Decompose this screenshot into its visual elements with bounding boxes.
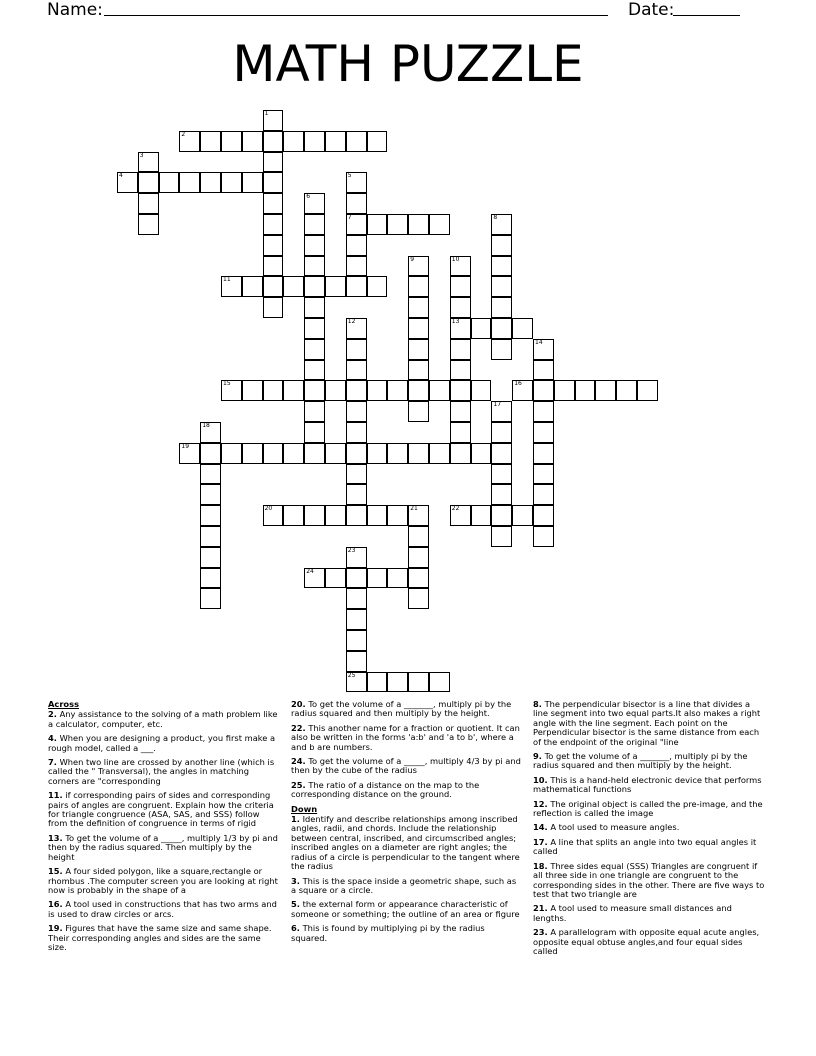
grid-cell[interactable] [533,360,554,381]
grid-cell[interactable] [346,131,367,152]
clue-text: A tool used to measure angles. [547,822,680,833]
grid-cell[interactable] [263,276,284,297]
grid-cell[interactable] [346,235,367,256]
clue-number: 7. [48,757,57,768]
grid-cell[interactable] [304,318,325,339]
grid-cell[interactable] [304,214,325,235]
clue-item [48,867,280,895]
clue-number: 9 [410,255,415,263]
grid-cell[interactable] [346,588,367,609]
clue-number: 2. [48,709,57,720]
grid-cell[interactable] [304,505,325,526]
grid-cell[interactable] [533,464,554,485]
grid-cell[interactable] [491,526,512,547]
grid-cell[interactable] [138,152,159,173]
clue-text: To get the volume of a _____, multiply 4/3 by pi and then by the cube of the radius [291,756,521,776]
grid-cell[interactable] [408,672,429,693]
clue-number: 21. [533,903,548,914]
clue-number: 1. [291,814,300,825]
clue-number: 18. [533,860,548,871]
grid-cell[interactable] [408,401,429,422]
clue-text: The ratio of a distance on the map to the corresponding distance on the ground. [291,779,480,800]
grid-cell[interactable] [367,131,388,152]
grid-cell[interactable] [263,256,284,277]
grid-cell[interactable] [491,339,512,360]
grid-cell[interactable] [304,297,325,318]
grid-cell[interactable] [346,276,367,297]
clues-column-3 [533,700,767,961]
grid-cell[interactable] [533,401,554,422]
grid-cell[interactable] [304,401,325,422]
grid-cell[interactable] [346,505,367,526]
grid-cell[interactable] [200,568,221,589]
clue-item [291,815,523,871]
clue-number: 1 [264,110,269,117]
clue-text: Three sides equal (SSS) Triangles are congruent if all three side in one triangle are congruent to the corresponding sides in the other. There are five ways to test that two triangle are [533,860,765,899]
grid-cell[interactable] [242,443,263,464]
grid-cell[interactable] [408,526,429,547]
grid-cell[interactable] [304,235,325,256]
grid-cell[interactable] [138,193,159,214]
clue-number: 13. [48,832,63,843]
grid-cell[interactable] [387,672,408,693]
grid-cell[interactable] [408,380,429,401]
grid-cell[interactable] [325,568,346,589]
clue-text: When you are designing a product, you first make a rough model, called a ___. [48,733,276,753]
grid-cell[interactable] [512,505,533,526]
clue-text: This is the space inside a geometric shape, such as a square or a circle. [291,875,517,895]
grid-cell[interactable] [408,214,429,235]
grid-cell[interactable] [471,505,492,526]
grid-cell[interactable] [450,276,471,297]
grid-cell[interactable] [263,380,284,401]
clue-number: 11. [48,790,63,801]
grid-cell[interactable] [387,443,408,464]
grid-cell[interactable] [471,318,492,339]
grid-cell[interactable] [387,505,408,526]
grid-cell[interactable] [367,672,388,693]
clue-item [48,734,280,753]
clue-number: 25 [347,671,356,679]
grid-cell[interactable] [221,276,242,297]
grid-cell[interactable] [346,318,367,339]
grid-cell[interactable] [450,297,471,318]
grid-cell[interactable] [304,339,325,360]
grid-cell[interactable] [429,380,450,401]
clues-column-1 [48,700,280,957]
clue-number: 22. [291,722,306,733]
grid-cell[interactable] [263,193,284,214]
clue-number: 5. [291,899,300,910]
grid-cell[interactable] [367,380,388,401]
grid-cell[interactable] [533,526,554,547]
grid-cell[interactable] [533,422,554,443]
grid-cell[interactable] [450,339,471,360]
clue-number: 10. [533,774,548,785]
clue-item [291,700,523,719]
clue-number: 2 [181,130,186,138]
clue-item [48,710,280,729]
grid-cell[interactable] [408,318,429,339]
clue-item [48,900,280,919]
clue-text: When two line are crossed by another line (which is called the " Transversal), the angles in matching corners are "corresponding [48,757,275,786]
clue-number: 11 [223,276,231,284]
grid-cell[interactable] [159,172,180,193]
grid-cell[interactable] [200,526,221,547]
grid-cell[interactable] [346,547,367,568]
grid-cell[interactable] [346,256,367,277]
grid-cell[interactable] [637,380,658,401]
grid-cell[interactable] [450,422,471,443]
clue-number: 17 [493,401,502,409]
grid-cell[interactable] [200,464,221,485]
clue-number: 4 [119,172,123,180]
grid-cell[interactable] [138,172,159,193]
grid-cell[interactable] [200,443,221,464]
grid-cell[interactable] [346,380,367,401]
grid-cell[interactable] [346,484,367,505]
clue-number: 8. [533,699,542,709]
clue-number: 23 [347,546,356,554]
grid-cell[interactable] [138,214,159,235]
grid-cell[interactable] [533,505,554,526]
clue-number: 12. [533,798,548,809]
clue-number: 20 [264,505,273,513]
clue-item [291,924,523,943]
clue-text: if corresponding pairs of sides and corresponding pairs of angles are congruent. Explain how the criteria for triangle congruence (ASA, SAS, and SSS) follow from the definition of congruence in terms of rigid [48,790,274,829]
grid-cell[interactable] [408,276,429,297]
across-heading: Across [48,699,80,709]
clue-number: 14. [533,822,548,833]
grid-cell[interactable] [387,380,408,401]
grid-cell[interactable] [450,505,471,526]
clue-text: A tool used in constructions that has two arms and is used to draw circles or arcs. [48,899,277,919]
grid-cell[interactable] [408,547,429,568]
clue-number: 8 [493,214,498,221]
grid-cell[interactable] [283,380,304,401]
clue-number: 4. [48,733,57,744]
grid-cell[interactable] [304,276,325,297]
grid-cell[interactable] [346,464,367,485]
grid-cell[interactable] [575,380,596,401]
clue-number: 10 [451,255,460,263]
clue-number: 3. [291,875,300,886]
grid-cell[interactable] [408,505,429,526]
grid-cell[interactable] [491,235,512,256]
name-label: Name: [47,0,103,20]
clue-item [48,791,280,829]
grid-cell[interactable] [304,360,325,381]
grid-cell[interactable] [117,172,138,193]
clue-item [291,900,523,919]
grid-cell[interactable] [221,443,242,464]
grid-cell[interactable] [200,484,221,505]
clue-text: A four sided polygon, like a square,rectangle or rhombus .The computer screen you are looking at right now is probably in the shape of a [48,866,278,895]
clue-number: 16 [514,380,522,388]
grid-cell[interactable] [491,464,512,485]
clue-text: This is a hand-held electronic device that performs mathematical functions [533,774,762,795]
grid-cell[interactable] [429,672,450,693]
grid-cell[interactable] [346,172,367,193]
grid-cell[interactable] [304,568,325,589]
clue-text: The original object is called the pre-image, and the reflection is called the image [533,798,763,819]
clue-text: This another name for a fraction or quotient. It can also be written in the forms 'a:b' and 'a to b', where a and b are numbers. [291,722,520,752]
grid-cell[interactable] [408,443,429,464]
grid-cell[interactable] [491,401,512,422]
grid-cell[interactable] [304,256,325,277]
grid-cell[interactable] [325,380,346,401]
grid-cell[interactable] [304,443,325,464]
grid-cell[interactable] [554,380,575,401]
clue-number: 12 [347,318,356,325]
clue-item [533,904,767,923]
grid-cell[interactable] [450,256,471,277]
grid-cell[interactable] [304,380,325,401]
grid-cell[interactable] [450,443,471,464]
clue-number: 21 [410,505,418,513]
grid-cell[interactable] [491,297,512,318]
grid-cell[interactable] [387,568,408,589]
clue-item [291,877,523,896]
clue-number: 14 [535,338,543,346]
clue-number: 23. [533,927,548,938]
grid-cell[interactable] [283,443,304,464]
clue-item [48,758,280,786]
grid-cell[interactable] [450,360,471,381]
grid-cell[interactable] [491,276,512,297]
clue-item [48,834,280,862]
clue-text: To get the volume of a _______, multiply pi by the radius squared and then multiply by the height. [291,699,512,719]
grid-cell[interactable] [242,276,263,297]
down-heading: Down [291,803,318,814]
grid-cell[interactable] [346,609,367,630]
grid-cell[interactable] [471,380,492,401]
clue-number: 19 [181,442,190,450]
grid-cell[interactable] [179,172,200,193]
grid-cell[interactable] [283,276,304,297]
clue-item [291,757,523,776]
grid-cell[interactable] [595,380,616,401]
clue-text: This is found by multiplying pi by the radius squared. [291,923,485,943]
grid-cell[interactable] [200,588,221,609]
clue-number: 17. [533,836,548,847]
clue-item [533,700,767,747]
clue-item [533,800,767,819]
grid-cell[interactable] [429,443,450,464]
grid-cell[interactable] [491,256,512,277]
grid-cell[interactable] [346,193,367,214]
grid-cell[interactable] [200,422,221,443]
grid-cell[interactable] [408,360,429,381]
grid-cell[interactable] [325,131,346,152]
grid-cell[interactable] [242,380,263,401]
grid-cell[interactable] [491,318,512,339]
grid-cell[interactable] [533,484,554,505]
clue-item [533,928,767,956]
grid-cell[interactable] [408,297,429,318]
grid-cell[interactable] [346,443,367,464]
grid-cell[interactable] [325,505,346,526]
clue-text: A tool used to measure small distances and lengths. [533,903,732,923]
clue-item [533,823,767,832]
grid-cell[interactable] [221,380,242,401]
clue-item [533,776,767,795]
clue-text: Figures that have the same size and same shape. Their corresponding angles and sides are the same size. [48,923,272,952]
clue-number: 16. [48,899,63,910]
grid-cell[interactable] [263,443,284,464]
grid-cell[interactable] [346,568,367,589]
clue-number: 19. [48,923,63,934]
grid-cell[interactable] [263,131,284,152]
grid-cell[interactable] [346,360,367,381]
grid-cell[interactable] [533,339,554,360]
clue-number: 6 [306,193,311,201]
grid-cell[interactable] [346,214,367,235]
grid-cell[interactable] [450,380,471,401]
grid-cell[interactable] [491,214,512,235]
grid-cell[interactable] [346,422,367,443]
clue-number: 24. [291,756,306,767]
grid-cell[interactable] [325,443,346,464]
grid-cell[interactable] [367,568,388,589]
grid-cell[interactable] [533,380,554,401]
clue-item [48,924,280,952]
clue-number: 7 [347,214,352,221]
clue-number: 20. [291,699,306,709]
grid-cell[interactable] [242,131,263,152]
grid-cell[interactable] [491,484,512,505]
grid-cell[interactable] [200,547,221,568]
clue-text: the external form or appearance characteristic of someone or something; the outline of an area or figure [291,899,520,919]
clue-text: To get the volume of a _______, multiply pi by the radius squared and then multiply by the height. [533,751,748,771]
clue-number: 13 [451,318,460,325]
grid-cell[interactable] [450,318,471,339]
grid-cell[interactable] [200,172,221,193]
clue-number: 25. [291,779,306,790]
clue-text: To get the volume of a _____, multiply 1/3 by pi and then by the radius squared. Then multiply by the height [48,832,278,862]
date-label: Date: [628,0,675,20]
grid-cell[interactable] [346,651,367,672]
grid-cell[interactable] [346,630,367,651]
grid-cell[interactable] [408,339,429,360]
grid-cell[interactable] [263,110,284,131]
clue-item [291,781,523,800]
grid-cell[interactable] [512,380,533,401]
clue-number: 3 [139,151,144,159]
grid-cell[interactable] [367,214,388,235]
clue-number: 5 [347,172,352,180]
grid-cell[interactable] [367,276,388,297]
grid-cell[interactable] [221,172,242,193]
grid-cell[interactable] [179,131,200,152]
clue-text: Identify and describe relationships among inscribed angles, radii, and chords. Include the relationship between central, inscribed, and circumscribed angles; inscribed angles on a diameter are right angles; the radius of a circle is perpendicular to the tangent where the radius [291,814,520,872]
grid-cell[interactable] [283,131,304,152]
grid-cell[interactable] [471,443,492,464]
grid-cell[interactable] [263,505,284,526]
grid-cell[interactable] [512,318,533,339]
grid-cell[interactable] [408,568,429,589]
clue-text: Any assistance to the solving of a math problem like a calculator, computer, etc. [48,709,278,729]
grid-cell[interactable] [346,401,367,422]
grid-cell[interactable] [387,214,408,235]
grid-cell[interactable] [263,214,284,235]
clue-item [533,838,767,857]
clue-number: 9. [533,751,542,762]
clue-item [533,862,767,900]
clue-number: 18 [202,422,210,429]
grid-cell[interactable] [263,297,284,318]
grid-cell[interactable] [408,256,429,277]
grid-cell[interactable] [491,422,512,443]
grid-cell[interactable] [491,505,512,526]
grid-cell[interactable] [325,276,346,297]
clue-item [533,752,767,771]
grid-cell[interactable] [242,172,263,193]
grid-cell[interactable] [533,443,554,464]
grid-cell[interactable] [304,193,325,214]
grid-cell[interactable] [263,152,284,173]
grid-cell[interactable] [200,131,221,152]
grid-cell[interactable] [200,505,221,526]
page-title: MATH PUZZLE [232,35,584,93]
clue-text: A line that splits an angle into two equal angles it called [533,836,757,857]
clue-number: 24 [306,567,314,575]
grid-cell[interactable] [616,380,637,401]
clue-number: 22 [451,505,460,513]
clue-number: 15 [223,380,231,388]
grid-cell[interactable] [263,172,284,193]
grid-cell[interactable] [367,505,388,526]
clue-item [291,724,523,752]
clue-number: 15. [48,866,63,877]
grid-cell[interactable] [221,131,242,152]
grid-cell[interactable] [429,214,450,235]
clue-number: 6. [291,923,300,934]
grid-cell[interactable] [179,443,200,464]
grid-cell[interactable] [450,401,471,422]
clues-column-2 [291,700,523,948]
grid-cell[interactable] [304,131,325,152]
grid-cell[interactable] [491,443,512,464]
grid-cell[interactable] [408,588,429,609]
clue-text: A parallelogram with opposite equal acute angles, opposite equal obtuse angles,and four equal sides called [533,927,760,956]
grid-cell[interactable] [263,235,284,256]
grid-cell[interactable] [367,443,388,464]
grid-cell[interactable] [346,672,367,693]
grid-cell[interactable] [304,422,325,443]
clue-text: The perpendicular bisector is a line that divides a line segment into two equal parts.It also makes a right angle with the line segment. Each point on the Perpendicular bisector is the same distance from each of the endpoint of the original "line [533,699,761,747]
grid-cell[interactable] [283,505,304,526]
grid-cell[interactable] [346,339,367,360]
